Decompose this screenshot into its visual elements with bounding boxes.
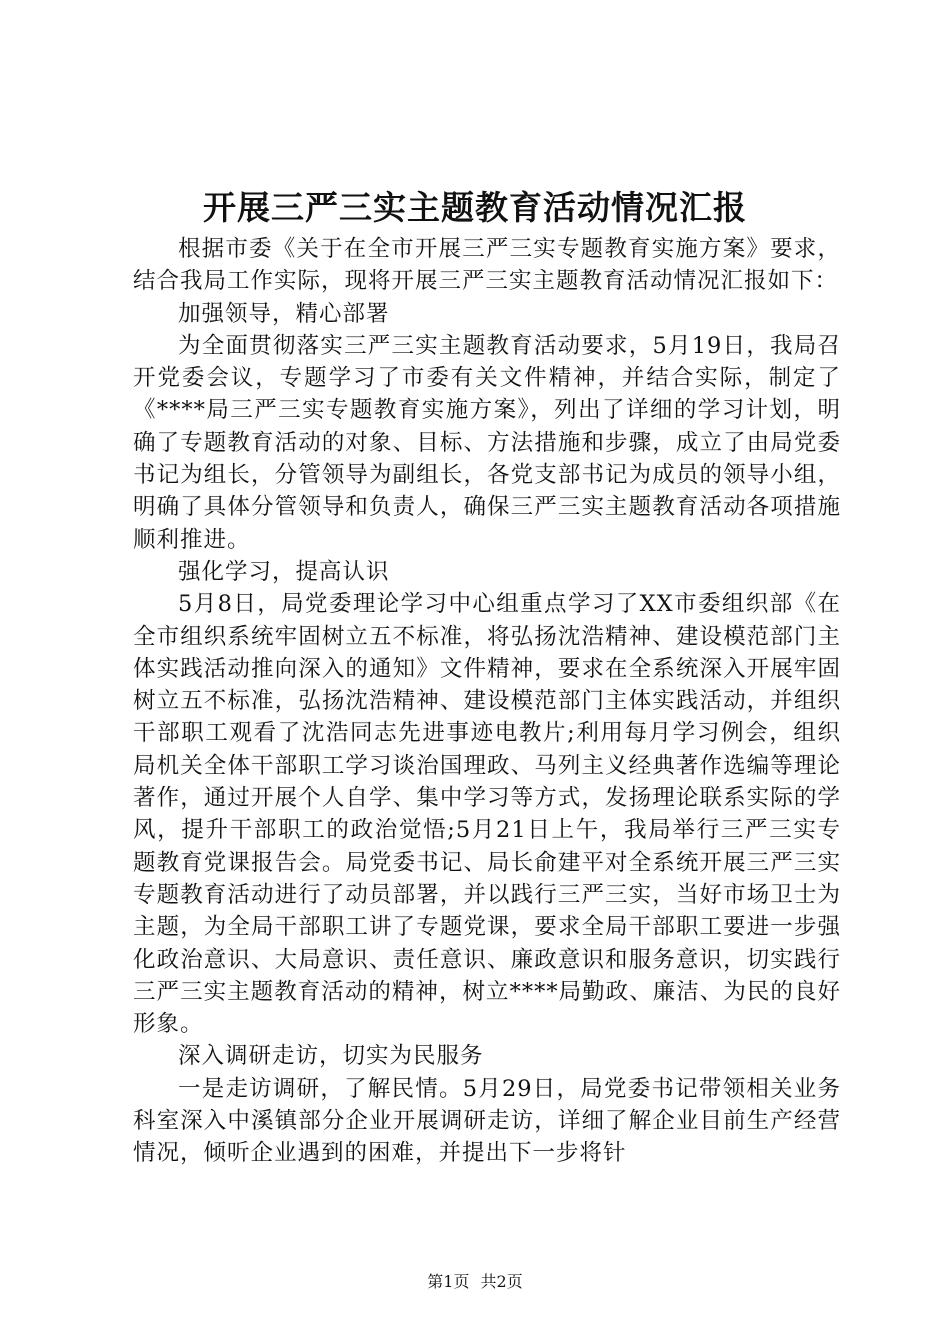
page-total: 共2页 (480, 1272, 523, 1291)
document-title: 开展三严三实主题教育活动情况汇报 (203, 188, 747, 227)
page-footer (0, 1272, 950, 1292)
document-body (133, 233, 841, 1170)
section-heading-research: 深入调研走访，切实为民服务 (178, 1043, 484, 1070)
paragraph-study: 5月8日，局党委理论学习中心组重点学习了XX市委组织部《在全市组织系统牢固树立五不标准，将弘扬沈浩精神、建设模范部门主体实践活动推向深入的通知》文件精神，要求在全系统深入开展牢固树立五不标准，弘扬沈浩精神、建设模范部门主体实践活动，并组织干部职工观看了沈浩同志先进事迹电教片;利用每月学习例会，组织局机关全体干部职工学习谈治国理政、马列主义经典著作选编等理论著作，通过开展个人自学、集中学习等方式，发扬理论联系实际的学风，提升干部职工的政治觉悟;5月21日上午，我局举行三严三实专题教育党课报告会。局党委书记、局长俞建平对全系统开展三严三实专题教育活动进行了动员部署，并以践行三严三实，当好市场卫士为主题，为全局干部职工讲了专题党课，要求全局干部职工要进一步强化政治意识、大局意识、责任意识、廉政意识和服务意识，切实践行三严三实主题教育活动的精神，树立****局勤政、廉洁、为民的良好形象。 (133, 591, 841, 1038)
page-number: 第1页 (427, 1272, 470, 1291)
section-heading-study: 强化学习，提高认识 (178, 558, 390, 585)
paragraph-research: 一是走访调研，了解民情。5月29日，局党委书记带领相关业务科室深入中溪镇部分企业开展调研走访，详细了解企业目前生产经营情况，倾听企业遇到的困难，并提出下一步将针 (133, 1075, 841, 1167)
paragraph-leadership: 为全面贯彻落实三严三实主题教育活动要求，5月19日，我局召开党委会议，专题学习了市委有关文件精神，并结合实际，制定了《****局三严三实专题教育实施方案》，列出了详细的学习计划，明确了专题教育活动的对象、目标、方法措施和步骤，成立了由局党委书记为组长，分管领导为副组长，各党支部书记为成员的领导小组，明确了具体分管领导和负责人，确保三严三实主题教育活动各项措施顺利推进。 (133, 332, 841, 553)
paragraph-intro: 根据市委《关于在全市开展三严三实专题教育实施方案》要求，结合我局工作实际，现将开展三严三实主题教育活动情况汇报如下： (133, 236, 841, 295)
section-heading-leadership: 加强领导，精心部署 (178, 300, 390, 327)
